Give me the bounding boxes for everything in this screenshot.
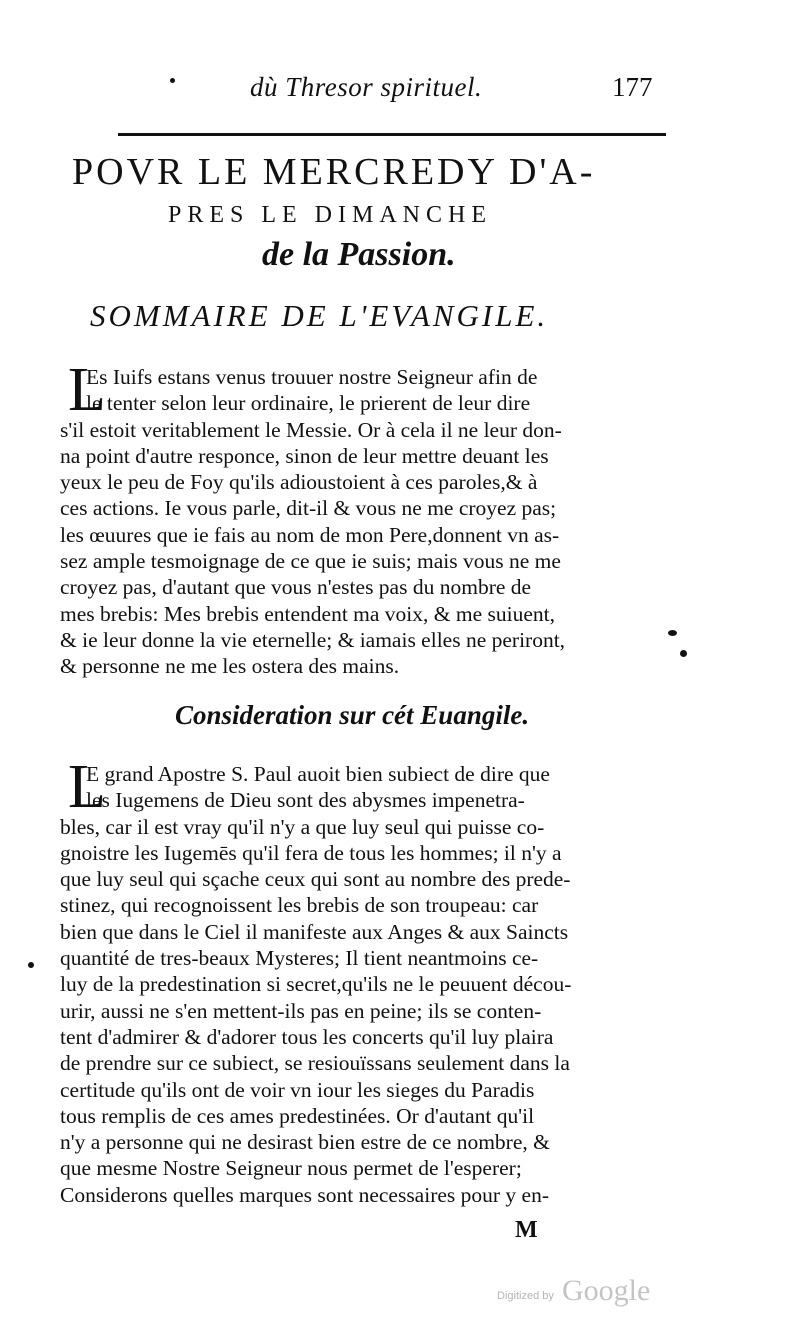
summary-dropcap: L [68, 356, 106, 424]
text-line: Es Iuifs estans venus trouuer nostre Seigneur afin de [86, 365, 538, 389]
text-line: & ie leur donne la vie eternelle; & iamais elles ne periront, [60, 627, 566, 652]
text-line: tous remplis de ces ames predestinées. Or d'autant qu'il [60, 1103, 535, 1128]
text-line: na point d'autre responce, sinon de leur mettre deuant les [60, 443, 549, 468]
text-line: le tenter selon leur ordinaire, le prierent de leur dire [86, 391, 531, 416]
text-line: que mesme Nostre Seigneur nous permet de l'esperer; [60, 1156, 522, 1181]
text-line: bles, car il est vray qu'il n'y a que luy seul qui puisse co- [60, 814, 545, 839]
ink-speck [680, 650, 687, 657]
text-line: de prendre sur ce subiect, se resiouïssans seulement dans la [60, 1051, 570, 1076]
page-number: 177 [612, 72, 653, 102]
text-line: luy de la predestination si secret,qu'ils ne le peuuent décou- [60, 972, 572, 997]
text-line: ces actions. Ie vous parle, dit-il & vous ne me croyez pas; [60, 496, 557, 521]
text-line: bien que dans le Ciel il manifeste aux Anges & aux Saincts [60, 919, 569, 944]
text-line: & personne ne me les ostera des mains. [60, 654, 400, 679]
chapter-title-line-2: PRES LE DIMANCHE [168, 202, 493, 228]
text-line: sez ample tesmoignage de ce que ie suis; mais vous ne me [60, 549, 561, 574]
chapter-title-line-1: POVR LE MERCREDY D'A- [72, 151, 596, 193]
text-line: mes brebis: Mes brebis entendent ma voix, & me suiuent, [60, 601, 556, 626]
google-logo: Google [562, 1274, 651, 1307]
text-line: tent d'admirer & d'adorer tous les concerts qu'il luy plaira [60, 1024, 554, 1049]
digitized-label: Digitized by [497, 1290, 554, 1302]
header-rule [118, 133, 666, 136]
text-line: quantité de tres-beaux Mysteres; Il tient neantmoins ce- [60, 946, 539, 971]
text-line: E grand Apostre S. Paul auoit bien subiect de dire que [86, 762, 550, 786]
ink-speck [668, 630, 677, 636]
running-head: dù Thresor spirituel. [250, 72, 483, 102]
signature-mark: M [515, 1217, 538, 1243]
consideration-heading: Consideration sur cét Euangile. [175, 700, 530, 730]
text-line: s'il estoit veritablement le Messie. Or à cela il ne leur don- [60, 417, 562, 442]
consideration-dropcap: L [68, 753, 106, 821]
text-line: que luy seul qui sçache ceux qui sont au nombre des prede- [60, 867, 571, 892]
text-line: stinez, qui recognoissent les brebis de son troupeau: car [60, 893, 539, 918]
ink-speck [170, 78, 175, 83]
summary-heading: SOMMAIRE DE L'EVANGILE. [90, 298, 549, 333]
text-line: croyez pas, d'autant que vous n'estes pas du nombre de [60, 575, 532, 600]
text-line: gnoistre les Iugemēs qu'il fera de tous les hommes; il n'y a [60, 840, 562, 865]
text-line: certitude qu'ils ont de voir vn iour les sieges du Paradis [60, 1077, 535, 1102]
consideration-paragraph [60, 753, 660, 1208]
chapter-title-line-3: de la Passion. [262, 236, 456, 273]
text-line: les œuures que ie fais au nom de mon Pere,donnent vn as- [60, 522, 560, 547]
text-line: les Iugemens de Dieu sont des abysmes impenetra- [86, 788, 525, 813]
summary-paragraph [60, 356, 660, 680]
text-line: n'y a personne qui ne desirast bien estre de ce nombre, & [60, 1130, 550, 1155]
text-line: yeux le peu de Foy qu'ils adioustoient à ces paroles,& à [60, 470, 538, 495]
ink-speck [28, 962, 34, 968]
text-line: urir, aussi ne s'en mettent-ils pas en peine; ils se conten- [60, 998, 542, 1023]
text-line: Considerons quelles marques sont necessaires pour y en- [60, 1182, 550, 1207]
